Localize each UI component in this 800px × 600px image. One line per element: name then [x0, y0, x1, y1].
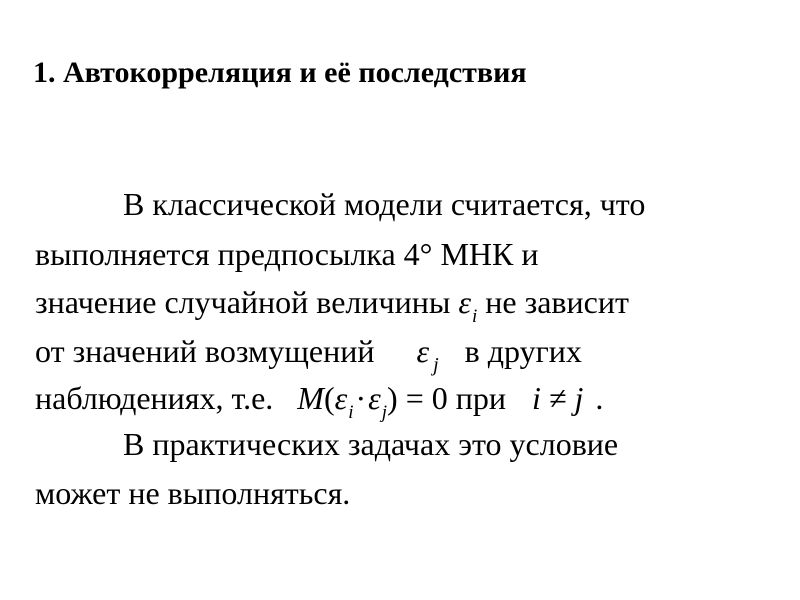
text-line-3-end: не зависит — [485, 284, 629, 320]
text-line-4-start: от значений возмущений — [35, 333, 375, 369]
multiply-dot: · — [355, 380, 367, 416]
math-M: M — [297, 380, 324, 416]
subscript-i: i — [471, 306, 478, 327]
subscript-j: j — [433, 354, 439, 376]
subscript-i: i — [348, 402, 354, 423]
text-line-5 — [35, 380, 604, 423]
text-line-4 — [35, 333, 582, 376]
epsilon-symbol: ε — [416, 333, 430, 369]
text-line-5-start: наблюдениях, т.е. — [35, 380, 274, 416]
text-line-7: может не выполняться. — [35, 475, 351, 511]
text-line-5-pri: при — [455, 380, 506, 416]
text-line-1: В классической модели считается, что — [123, 186, 646, 222]
text-line-6: В практических задачах это условие — [123, 426, 619, 462]
epsilon-symbol: ε — [458, 284, 471, 320]
text-line-5-end: . — [595, 380, 604, 416]
text-line-4-end: в других — [464, 333, 582, 369]
epsilon-symbol: ε — [368, 380, 381, 416]
text-line-3 — [35, 284, 629, 327]
slide-title: 1. Автокорреляция и её последствия — [33, 56, 527, 89]
text-line-3-start: значение случайной величины — [35, 284, 451, 320]
subscript-j: j — [381, 402, 388, 423]
text-line-2: выполняется предпосылка 4° МНК и — [35, 236, 539, 272]
i-not-equal-j: i ≠ j — [532, 380, 584, 416]
equals-zero: ) = 0 — [387, 380, 448, 416]
open-paren: ( — [323, 380, 335, 416]
epsilon-symbol: ε — [334, 380, 348, 416]
